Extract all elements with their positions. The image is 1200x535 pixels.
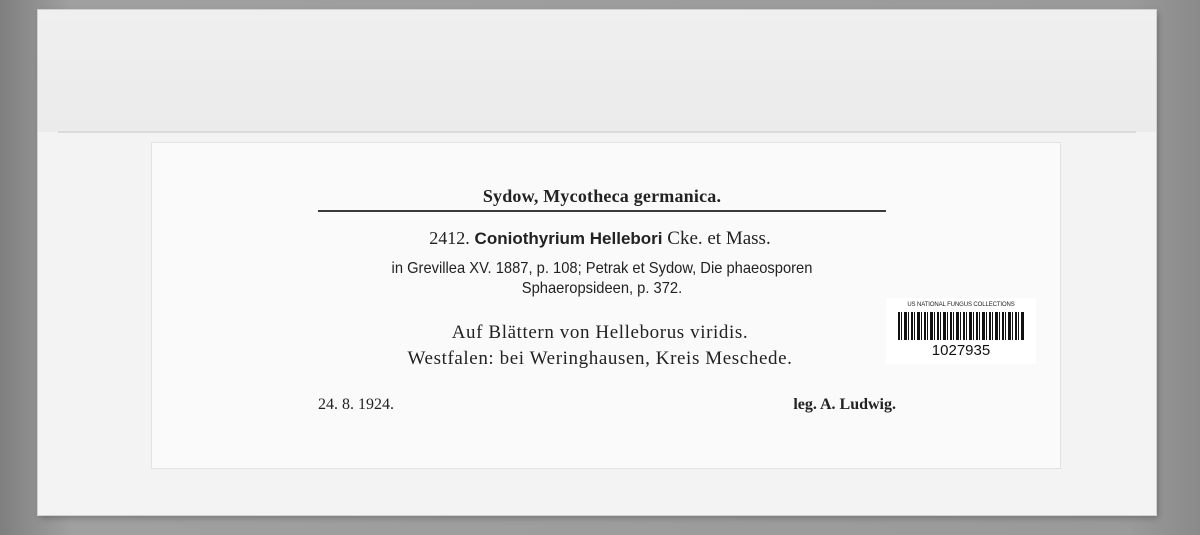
title-rule [318, 210, 886, 212]
reference-line-2: Sphaeropsideen, p. 372. [521, 280, 683, 297]
host-line-2: Westfalen: bei Weringhausen, Kreis Meschede. [407, 348, 793, 369]
species-name: Coniothyrium Hellebori [474, 229, 663, 248]
species-authors: Cke. et Mass. [667, 228, 771, 249]
barcode-label [886, 298, 1036, 364]
host-line-1: Auf Blättern von Helleborus viridis. [451, 322, 749, 343]
barcode-number: 1027935 [931, 342, 991, 359]
collector: leg. A. Ludwig. [793, 396, 896, 413]
species-line [300, 228, 900, 250]
reference-line-1: in Grevillea XV. 1887, p. 108; Petrak et Sydow, Die phaeosporen [391, 260, 813, 277]
barcode-caption: US NATIONAL FUNGUS COLLECTIONS [907, 302, 1015, 308]
barcode-icon [898, 312, 1024, 340]
specimen-number: 2412. [429, 228, 470, 248]
envelope-fold-line [58, 131, 1136, 133]
collection-date: 24. 8. 1924. [318, 396, 394, 413]
envelope-flap [38, 10, 1156, 132]
label-title: Sydow, Mycotheca germanica. [482, 186, 722, 206]
